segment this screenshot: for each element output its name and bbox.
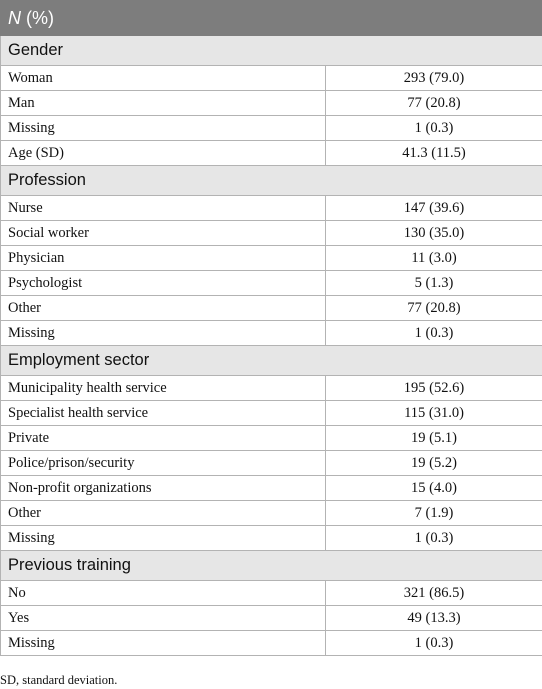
table-header	[1, 1, 542, 36]
row-label: Missing	[1, 116, 326, 141]
table-row	[1, 501, 542, 526]
table-row	[1, 476, 542, 501]
row-value: 7 (1.9)	[326, 501, 542, 526]
row-value: 293 (79.0)	[326, 66, 542, 91]
table-row	[1, 376, 542, 401]
header-percent: (%)	[21, 7, 54, 28]
row-label: Social worker	[1, 221, 326, 246]
row-value: 41.3 (11.5)	[326, 141, 542, 166]
row-value: 1 (0.3)	[326, 631, 542, 656]
row-value: 77 (20.8)	[326, 91, 542, 116]
row-value: 1 (0.3)	[326, 526, 542, 551]
table-row	[1, 296, 542, 321]
row-value: 1 (0.3)	[326, 116, 542, 141]
row-label: Man	[1, 91, 326, 116]
section-row	[1, 346, 542, 376]
row-value: 130 (35.0)	[326, 221, 542, 246]
row-value: 5 (1.3)	[326, 271, 542, 296]
row-value: 115 (31.0)	[326, 401, 542, 426]
header-n: N	[8, 7, 21, 28]
row-value: 321 (86.5)	[326, 581, 542, 606]
row-label: Private	[1, 426, 326, 451]
row-label: Other	[1, 501, 326, 526]
table-header-row	[1, 1, 542, 36]
row-value: 19 (5.2)	[326, 451, 542, 476]
table-row	[1, 196, 542, 221]
section-title: Profession	[1, 166, 542, 196]
table-row	[1, 321, 542, 346]
row-value: 19 (5.1)	[326, 426, 542, 451]
section-row	[1, 551, 542, 581]
row-label: Nurse	[1, 196, 326, 221]
row-value: 15 (4.0)	[326, 476, 542, 501]
table-row	[1, 271, 542, 296]
row-value: 147 (39.6)	[326, 196, 542, 221]
table-row	[1, 451, 542, 476]
row-label: Psychologist	[1, 271, 326, 296]
row-label: No	[1, 581, 326, 606]
section-row	[1, 36, 542, 66]
table-body	[1, 36, 542, 656]
table-footnote: SD, standard deviation.	[0, 673, 118, 687]
table-row	[1, 221, 542, 246]
row-label: Yes	[1, 606, 326, 631]
row-label: Age (SD)	[1, 141, 326, 166]
section-title: Gender	[1, 36, 542, 66]
table-row	[1, 526, 542, 551]
row-value: 77 (20.8)	[326, 296, 542, 321]
row-label: Non-profit organizations	[1, 476, 326, 501]
row-label: Woman	[1, 66, 326, 91]
section-row	[1, 166, 542, 196]
row-value: 11 (3.0)	[326, 246, 542, 271]
row-label: Missing	[1, 321, 326, 346]
row-value: 195 (52.6)	[326, 376, 542, 401]
table-row	[1, 631, 542, 656]
row-label: Physician	[1, 246, 326, 271]
row-label: Specialist health service	[1, 401, 326, 426]
section-title: Employment sector	[1, 346, 542, 376]
row-label: Police/prison/security	[1, 451, 326, 476]
row-label: Municipality health service	[1, 376, 326, 401]
table-row	[1, 91, 542, 116]
table-row	[1, 116, 542, 141]
table-row	[1, 246, 542, 271]
row-value: 49 (13.3)	[326, 606, 542, 631]
section-title: Previous training	[1, 551, 542, 581]
table-row	[1, 141, 542, 166]
table-row	[1, 426, 542, 451]
table-row	[1, 606, 542, 631]
row-value: 1 (0.3)	[326, 321, 542, 346]
row-label: Other	[1, 296, 326, 321]
table-row	[1, 581, 542, 606]
table-row	[1, 401, 542, 426]
row-label: Missing	[1, 631, 326, 656]
row-label: Missing	[1, 526, 326, 551]
table-row	[1, 66, 542, 91]
